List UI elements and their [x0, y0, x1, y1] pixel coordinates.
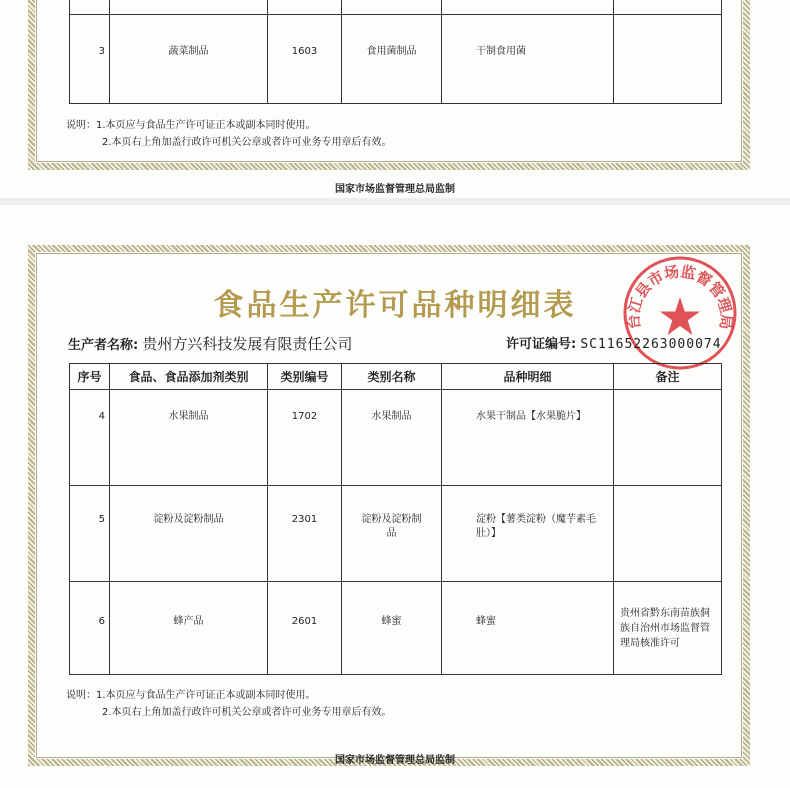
header-code: 类别编号 — [268, 364, 342, 390]
license-number — [506, 333, 722, 352]
remark — [614, 15, 721, 45]
footer: 国家市场监督管理总局监制 — [335, 184, 455, 195]
row-number: 4 — [98, 411, 105, 422]
producer-value: 贵州方兴科技发展有限责任公司 — [142, 335, 353, 353]
food-category: 水果制品 — [168, 411, 209, 422]
header-remark: 备注 — [614, 364, 722, 390]
variety-table — [69, 363, 722, 675]
previous-page — [0, 0, 790, 200]
table-row — [70, 486, 722, 582]
category-name: 水果制品 — [371, 411, 412, 422]
producer-name — [68, 333, 352, 354]
header-category: 食品、食品添加剂类别 — [110, 364, 268, 390]
star-icon — [660, 297, 700, 335]
header-category-name: 类别名称 — [342, 364, 442, 390]
header-detail: 品种明细 — [442, 364, 614, 390]
table-row — [70, 390, 722, 486]
category-code: 2301 — [291, 514, 318, 525]
variety-table-previous — [69, 0, 722, 104]
official-seal — [622, 255, 738, 371]
remark: 贵州省黔东南苗族侗族自治州市场监督管理局核准许可 — [620, 608, 710, 649]
variety-detail: 淀粉【薯类淀粉（魔芋素毛肚）】 — [476, 514, 596, 539]
seal-text: 台江县市场监督管理局 — [624, 262, 736, 331]
license-value: SC11652263000074 — [580, 337, 722, 352]
note-1: 说明：1.本页应与食品生产许可证正本或副本同时使用。 — [66, 120, 316, 131]
variety-detail: 水果干制品【水果脆片】 — [476, 411, 586, 422]
category-code: 1702 — [291, 411, 318, 422]
remark — [614, 390, 721, 410]
category-name: 食用菌制品 — [366, 46, 417, 57]
notes — [66, 687, 392, 721]
category-name: 蜂蜜 — [381, 616, 402, 627]
current-page — [0, 205, 790, 788]
category-name: 淀粉及淀粉制品 — [361, 514, 422, 539]
page-title: 食品生产许可品种明细表 — [213, 288, 577, 323]
category-code: 2601 — [291, 616, 318, 627]
category-code: 1603 — [291, 46, 318, 57]
table-row — [70, 15, 722, 104]
food-category: 蔬菜制品 — [168, 46, 209, 57]
table-header — [70, 364, 722, 390]
producer-label: 生产者名称: — [68, 338, 139, 353]
notes — [66, 117, 392, 151]
variety-detail: 干制食用菌 — [476, 46, 526, 57]
license-label: 许可证编号: — [506, 337, 577, 352]
row-number: 5 — [98, 514, 105, 525]
table-row — [70, 0, 722, 15]
header-no: 序号 — [70, 364, 110, 390]
note-2: 2.本页右上角加盖行政许可机关公章或者许可业务专用章后有效。 — [102, 707, 392, 718]
row-number: 3 — [98, 46, 105, 57]
remark — [614, 486, 721, 513]
table-row — [70, 582, 722, 675]
variety-detail: 蜂蜜 — [476, 616, 496, 627]
food-category: 淀粉及淀粉制品 — [153, 514, 224, 525]
note-1: 说明：1.本页应与食品生产许可证正本或副本同时使用。 — [66, 690, 316, 701]
footer: 国家市场监督管理总局监制 — [335, 755, 455, 766]
row-number: 6 — [98, 616, 105, 627]
note-2: 2.本页右上角加盖行政许可机关公章或者许可业务专用章后有效。 — [102, 137, 392, 148]
food-category: 蜂产品 — [173, 616, 204, 627]
